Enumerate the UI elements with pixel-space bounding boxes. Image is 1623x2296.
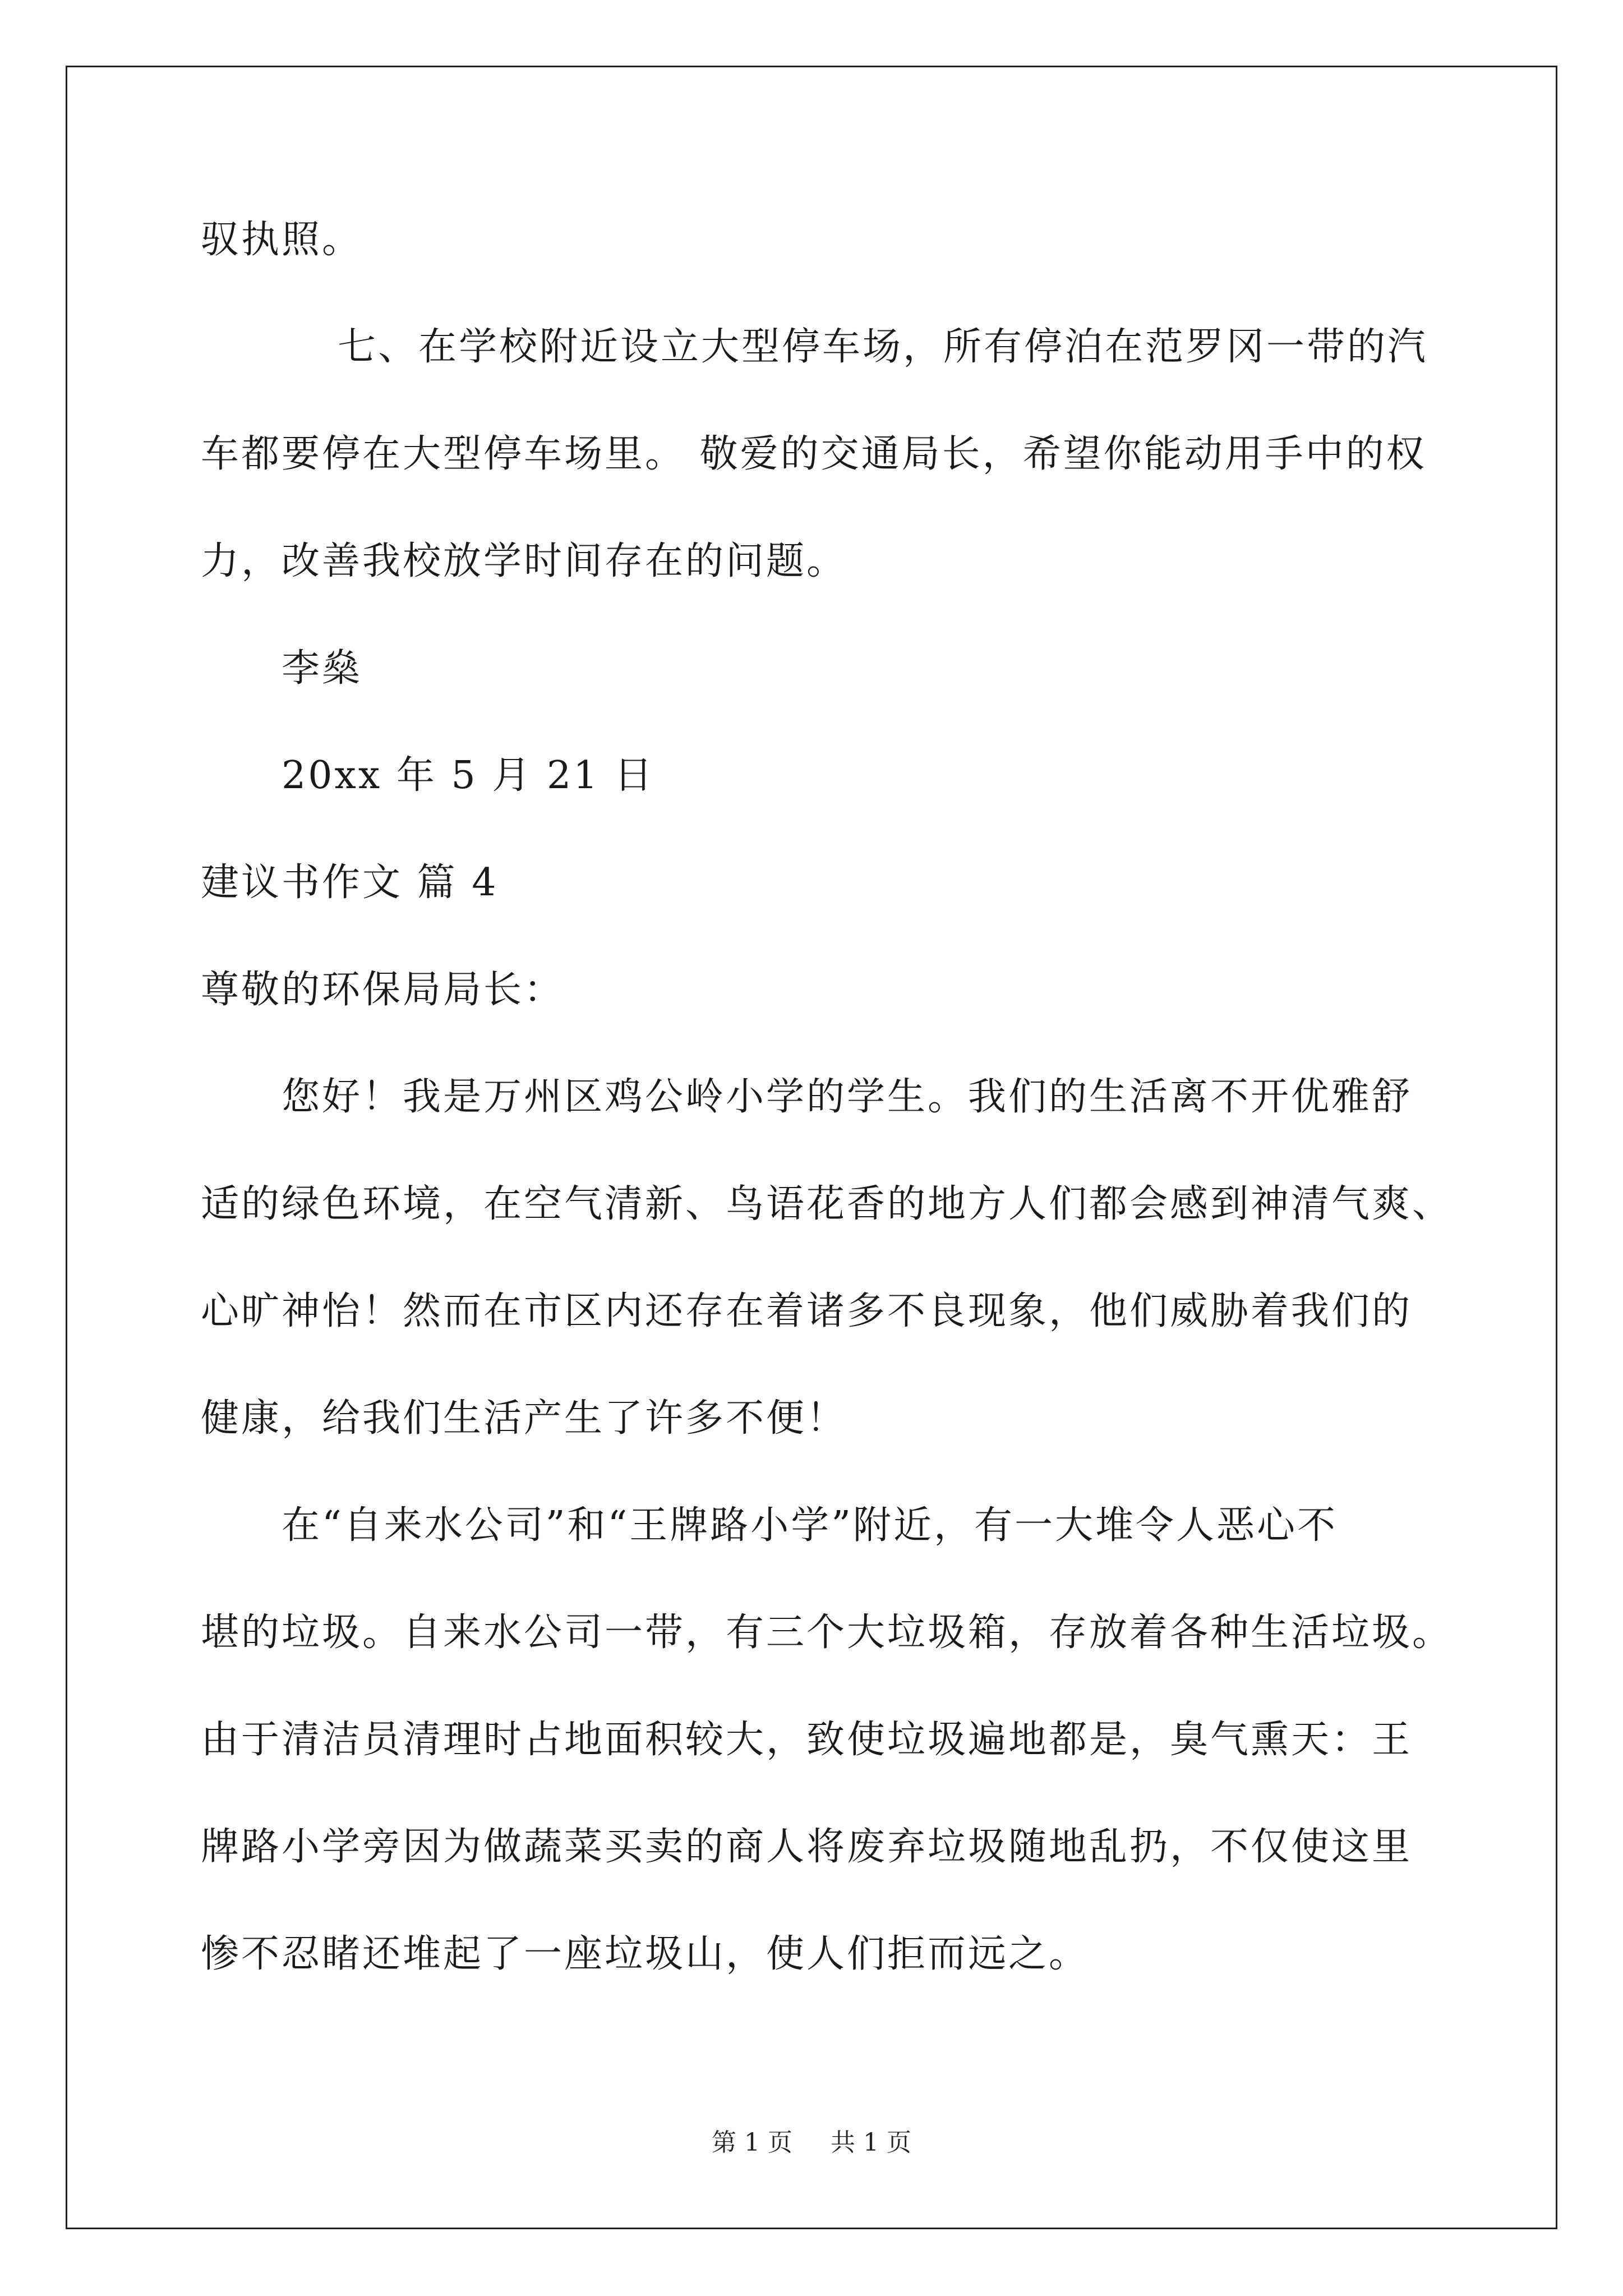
letter-date: 20xx 年 5 月 21 日 [282,753,655,798]
salutation: 尊敬的环保局局长： [201,968,565,1012]
page-number: 第 1 页 [712,2128,792,2157]
text-line: 由于清洁员清理时占地面积较大，致使垃圾遍地都是，臭气熏天：王 [201,1718,1413,1762]
text-line: 您好！我是万州区鸡公岭小学的学生。我们的生活离不开优雅舒 [282,1075,1413,1119]
text-line: 适的绿色环境，在空气清新、鸟语花香的地方人们都会感到神清气爽、 [201,1182,1453,1226]
text-line: 在“自来水公司”和“王牌路小学”附近，有一大堆令人恶心不 [282,1503,1338,1548]
page-footer [0,2126,1623,2160]
text-line: 心旷神怡！然而在市区内还存在着诸多不良现象，他们威胁着我们的 [201,1289,1413,1333]
text-line: 健康，给我们生活产生了许多不便！ [201,1396,847,1441]
text-line: 车都要停在大型停车场里。 敬爱的交通局长，希望你能动用手中的权 [201,432,1427,476]
page-total: 共 1 页 [831,2128,911,2157]
text-line: 堪的垃圾。自来水公司一带，有三个大垃圾箱，存放着各种生活垃圾。 [201,1611,1453,1655]
text-line: 牌路小学旁因为做蔬菜买卖的商人将废弃垃圾随地乱扔，不仅使这里 [201,1825,1413,1869]
text-line: 力，改善我校放学时间存在的问题。 [201,539,847,583]
text-line: 惨不忍睹还堆起了一座垃圾山，使人们拒而远之。 [201,1932,1090,1976]
text-line: 驭执照。 [201,218,363,262]
text-line: 七、在学校附近设立大型停车场，所有停泊在范罗冈一带的汽 [338,325,1428,369]
signature-name: 李燊 [282,646,363,691]
section-heading: 建议书作文 篇 4 [201,861,499,905]
document-body [201,206,1453,2028]
